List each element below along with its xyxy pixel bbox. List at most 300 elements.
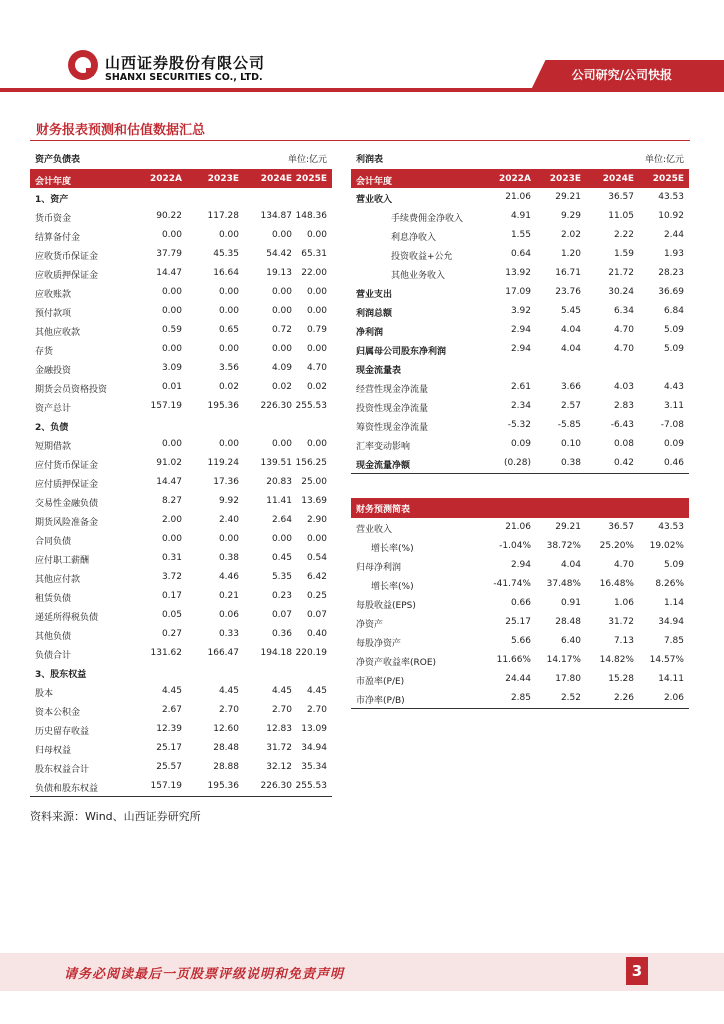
balance-sheet-row — [30, 454, 332, 473]
balance-sheet-row — [30, 359, 332, 378]
balance-sheet-row-value: 0.02 — [271, 382, 292, 392]
balance-sheet-row-value: 166.47 — [207, 648, 239, 658]
balance-sheet-row-value: 0.00 — [271, 534, 292, 544]
forecast-row-value: 4.04 — [560, 560, 581, 570]
forecast-row-label: 净资产收益率(ROE) — [356, 658, 437, 668]
balance-sheet-row — [30, 435, 332, 454]
forecast-row-label: 增长率(%) — [371, 582, 414, 592]
income-statement-row-value: 0.09 — [663, 439, 684, 449]
balance-sheet-row — [30, 416, 332, 435]
balance-sheet-row-value: 25.57 — [156, 762, 182, 772]
balance-sheet-row-value: 2.70 — [271, 705, 292, 715]
forecast-row-value: 1.06 — [613, 598, 634, 608]
income-statement-unit: 单位:亿元 — [644, 155, 684, 165]
balance-sheet-row — [30, 663, 332, 682]
balance-sheet-row-label: 其他应收款 — [35, 328, 81, 338]
balance-sheet-row — [30, 587, 332, 606]
forecast-row-value: 4.70 — [613, 560, 634, 570]
balance-sheet-row-value: 2.40 — [218, 515, 239, 525]
balance-sheet-row-label: 应付货币保证金 — [35, 461, 99, 471]
forecast-row-value: 25.17 — [505, 617, 531, 627]
balance-sheet-row-value: 45.35 — [213, 249, 239, 259]
balance-sheet-row-value: 220.19 — [295, 648, 327, 658]
balance-sheet-header-year: 2025E — [295, 174, 327, 184]
balance-sheet-row-value: 0.00 — [161, 306, 182, 316]
balance-sheet-row-label: 1、资产 — [35, 195, 69, 205]
forecast-row-value: 28.48 — [555, 617, 581, 627]
balance-sheet-row-value: 0.00 — [161, 534, 182, 544]
balance-sheet-row-value: 0.59 — [161, 325, 182, 335]
balance-sheet-row-label: 应收货币保证金 — [35, 252, 99, 262]
data-source-note: 资料来源：Wind、山西证券研究所 — [30, 810, 201, 823]
balance-sheet-row-value: 0.00 — [306, 344, 327, 354]
balance-sheet-row-value: 0.01 — [161, 382, 182, 392]
income-statement-table — [351, 148, 689, 709]
income-statement-row-value: 4.04 — [560, 344, 581, 354]
forecast-row-value: 21.06 — [505, 522, 531, 532]
balance-sheet-row-value: 0.00 — [271, 306, 292, 316]
balance-sheet-row-label: 应收质押保证金 — [35, 271, 99, 281]
balance-sheet-row-label: 资本公积金 — [35, 708, 81, 718]
balance-sheet-row — [30, 188, 332, 207]
balance-sheet-row-value: 4.09 — [271, 363, 292, 373]
income-statement-row-value: 2.94 — [510, 344, 531, 354]
income-statement-row-value: 0.46 — [663, 458, 684, 468]
balance-sheet-row-value: 226.30 — [260, 401, 292, 411]
balance-sheet-row-value: 0.38 — [218, 553, 239, 563]
balance-sheet-row-value: 194.18 — [260, 648, 292, 658]
income-statement-row-value: -5.85 — [557, 420, 581, 430]
balance-sheet-row-value: 13.09 — [301, 724, 327, 734]
income-statement-row-value: 3.66 — [560, 382, 581, 392]
balance-sheet-row-label: 3、股东权益 — [35, 670, 87, 680]
balance-sheet-row — [30, 568, 332, 587]
forecast-row-label: 市净率(P/B) — [356, 696, 405, 706]
income-statement-row-label: 归属母公司股东净利润 — [356, 347, 447, 357]
income-statement-row-value: 5.45 — [560, 306, 581, 316]
balance-sheet-row-value: 5.35 — [271, 572, 292, 582]
forecast-row-value: 2.94 — [510, 560, 531, 570]
forecast-row-label: 市盈率(P/E) — [356, 677, 405, 687]
forecast-row-value: 29.21 — [555, 522, 581, 532]
balance-sheet-row — [30, 207, 332, 226]
income-statement-row-value: 4.70 — [613, 325, 634, 335]
balance-sheet-row-label: 存货 — [35, 347, 54, 357]
balance-sheet-row-value: 0.00 — [271, 439, 292, 449]
balance-sheet-row-value: 195.36 — [207, 401, 239, 411]
balance-sheet-row-value: 0.00 — [271, 344, 292, 354]
forecast-row-label: 归母净利润 — [356, 563, 402, 573]
forecast-row-value: 2.26 — [613, 693, 634, 703]
income-statement-header — [351, 169, 689, 188]
income-statement-row — [351, 359, 689, 378]
balance-sheet-row — [30, 245, 332, 264]
balance-sheet-row-label: 短期借款 — [35, 442, 72, 452]
balance-sheet-bottom-rule — [30, 796, 332, 797]
forecast-row-value: 38.72% — [546, 541, 581, 551]
balance-sheet-row-value: 13.69 — [301, 496, 327, 506]
income-statement-row-label: 现金流量表 — [356, 366, 402, 376]
section-title-rule — [30, 140, 690, 141]
forecast-row-value: 2.06 — [663, 693, 684, 703]
income-statement-row-label: 营业支出 — [356, 290, 393, 300]
income-statement-row-value: 11.05 — [608, 211, 634, 221]
balance-sheet-row — [30, 473, 332, 492]
balance-sheet-row-value: 0.72 — [271, 325, 292, 335]
balance-sheet-row-value: 0.07 — [271, 610, 292, 620]
balance-sheet-row-label: 应付质押保证金 — [35, 480, 99, 490]
forecast-row-value: 2.52 — [560, 693, 581, 703]
section-title: 财务报表预测和估值数据汇总 — [36, 123, 206, 138]
income-statement-row — [351, 454, 689, 473]
balance-sheet-row-label: 历史留存收益 — [35, 727, 90, 737]
forecast-row-value: 15.28 — [608, 674, 634, 684]
balance-sheet-row-value: 37.79 — [156, 249, 182, 259]
balance-sheet-row-value: 0.79 — [306, 325, 327, 335]
balance-sheet-row-value: 25.00 — [301, 477, 327, 487]
income-statement-row-value: 17.09 — [505, 287, 531, 297]
income-statement-row-label: 经营性现金净流量 — [356, 385, 429, 395]
forecast-row-value: 5.09 — [663, 560, 684, 570]
company-name-en: SHANXI SECURITIES CO., LTD. — [105, 72, 263, 83]
income-statement-row-label: 筹资性现金净流量 — [356, 423, 429, 433]
forecast-row — [351, 651, 689, 670]
income-statement-header-year: 2022A — [498, 174, 531, 184]
balance-sheet-row-value: 0.00 — [161, 344, 182, 354]
income-statement-header-year: 2023E — [549, 174, 581, 184]
forecast-row-value: 37.48% — [546, 579, 581, 589]
income-statement-row-value: 9.29 — [560, 211, 581, 221]
income-statement-row-value: 36.69 — [658, 287, 684, 297]
income-statement-row-value: 16.71 — [555, 268, 581, 278]
income-statement-row-value: 30.24 — [608, 287, 634, 297]
balance-sheet-table — [30, 148, 332, 797]
income-statement-row-value: 13.92 — [505, 268, 531, 278]
balance-sheet-row-value: 31.72 — [266, 743, 292, 753]
income-statement-row-value: 0.64 — [510, 249, 531, 259]
balance-sheet-row-value: 0.00 — [161, 287, 182, 297]
page-number: 3 — [626, 957, 648, 985]
forecast-row-value: -41.74% — [493, 579, 531, 589]
balance-sheet-row-value: 0.00 — [271, 230, 292, 240]
income-statement-row-value: 23.76 — [555, 287, 581, 297]
income-statement-row-value: 4.70 — [613, 344, 634, 354]
balance-sheet-row-value: 0.00 — [218, 287, 239, 297]
balance-sheet-unit: 单位:亿元 — [287, 155, 327, 165]
balance-sheet-row — [30, 701, 332, 720]
balance-sheet-row-value: 0.36 — [271, 629, 292, 639]
balance-sheet-row-value: 4.45 — [161, 686, 182, 696]
balance-sheet-row-value: 20.83 — [266, 477, 292, 487]
balance-sheet-row-value: 0.00 — [161, 439, 182, 449]
balance-sheet-row-label: 期货会员资格投资 — [35, 385, 108, 395]
income-statement-row-label: 投资收益+公允 — [391, 252, 453, 262]
balance-sheet-header-year: 2022A — [149, 174, 182, 184]
forecast-row-label: 营业收入 — [356, 525, 393, 535]
balance-sheet-row-value: 90.22 — [156, 211, 182, 221]
forecast-row-value: 7.85 — [663, 636, 684, 646]
balance-sheet-row — [30, 283, 332, 302]
income-statement-row — [351, 226, 689, 245]
balance-sheet-row-value: 35.34 — [301, 762, 327, 772]
forecast-row — [351, 613, 689, 632]
balance-sheet-row-value: 0.06 — [218, 610, 239, 620]
income-statement-header-label: 会计年度 — [356, 177, 393, 187]
balance-sheet-row — [30, 530, 332, 549]
balance-sheet-row — [30, 644, 332, 663]
balance-sheet-row-value: 4.70 — [306, 363, 327, 373]
income-statement-row-value: 4.03 — [613, 382, 634, 392]
income-statement-row-value: 1.93 — [663, 249, 684, 259]
balance-sheet-row-label: 归母权益 — [35, 746, 72, 756]
forecast-row-value: 17.80 — [555, 674, 581, 684]
balance-sheet-row — [30, 739, 332, 758]
income-statement-row-value: 0.09 — [510, 439, 531, 449]
income-statement-row-value: 2.61 — [510, 382, 531, 392]
balance-sheet-row-value: 0.00 — [218, 230, 239, 240]
balance-sheet-row-label: 递延所得税负债 — [35, 613, 99, 623]
balance-sheet-row-value: 0.21 — [218, 591, 239, 601]
income-statement-row-value: 2.02 — [560, 230, 581, 240]
balance-sheet-row-value: 22.00 — [301, 268, 327, 278]
income-statement-row-value: 2.22 — [613, 230, 634, 240]
balance-sheet-row-label: 资产总计 — [35, 404, 72, 414]
balance-sheet-row-value: 17.36 — [213, 477, 239, 487]
income-statement-row-value: 5.09 — [663, 325, 684, 335]
forecast-row-value: 36.57 — [608, 522, 634, 532]
balance-sheet-row — [30, 777, 332, 796]
balance-sheet-row-label: 货币资金 — [35, 214, 72, 224]
balance-sheet-row-label: 其他应付款 — [35, 575, 81, 585]
balance-sheet-row-value: 0.05 — [161, 610, 182, 620]
income-statement-row-label: 营业收入 — [356, 195, 393, 205]
balance-sheet-row-value: 11.41 — [266, 496, 292, 506]
balance-sheet-row-value: 119.24 — [207, 458, 239, 468]
income-statement-row — [351, 245, 689, 264]
balance-sheet-row-value: 0.00 — [271, 287, 292, 297]
income-statement-row-value: 1.55 — [510, 230, 531, 240]
forecast-row-value: 8.26% — [655, 579, 684, 589]
balance-sheet-row-label: 金融投资 — [35, 366, 72, 376]
balance-sheet-row-value: 4.45 — [218, 686, 239, 696]
balance-sheet-row — [30, 226, 332, 245]
report-type-label: 公司研究/公司快报 — [571, 68, 672, 82]
forecast-table-bottom-rule — [351, 708, 689, 709]
income-statement-row-label: 投资性现金净流量 — [356, 404, 429, 414]
balance-sheet-row — [30, 378, 332, 397]
balance-sheet-row-value: 117.28 — [207, 211, 239, 221]
income-statement-row-value: 10.92 — [658, 211, 684, 221]
balance-sheet-row-value: 2.90 — [306, 515, 327, 525]
balance-sheet-row-value: 0.07 — [306, 610, 327, 620]
income-statement-row — [351, 340, 689, 359]
forecast-row-value: 16.48% — [599, 579, 634, 589]
forecast-row-value: 43.53 — [658, 522, 684, 532]
forecast-row-value: 0.91 — [560, 598, 581, 608]
forecast-row — [351, 670, 689, 689]
balance-sheet-row-value: 0.45 — [271, 553, 292, 563]
income-statement-row-value: 36.57 — [608, 192, 634, 202]
income-statement-title: 利润表 — [356, 155, 384, 165]
balance-sheet-row-label: 结算备付金 — [35, 233, 81, 243]
income-statement-row — [351, 302, 689, 321]
balance-sheet-row-value: 28.88 — [213, 762, 239, 772]
balance-sheet-row-value: 131.62 — [150, 648, 182, 658]
balance-sheet-row-value: 6.42 — [306, 572, 327, 582]
forecast-row-value: 24.44 — [505, 674, 531, 684]
balance-sheet-row-label: 负债和股东权益 — [35, 784, 99, 794]
income-statement-row — [351, 416, 689, 435]
forecast-row-value: 5.66 — [510, 636, 531, 646]
balance-sheet-row-value: 2.70 — [218, 705, 239, 715]
forecast-row — [351, 537, 689, 556]
income-statement-row-value: 2.94 — [510, 325, 531, 335]
balance-sheet-row — [30, 340, 332, 359]
forecast-row — [351, 632, 689, 651]
forecast-row-value: 34.94 — [658, 617, 684, 627]
balance-sheet-row — [30, 720, 332, 739]
forecast-row-label: 净资产 — [356, 620, 384, 630]
income-statement-row-value: 6.84 — [663, 306, 684, 316]
balance-sheet-row-value: 0.25 — [306, 591, 327, 601]
income-statement-row-value: 2.44 — [663, 230, 684, 240]
balance-sheet-row-label: 期货风险准备金 — [35, 518, 99, 528]
balance-sheet-row-value: 2.64 — [271, 515, 292, 525]
balance-sheet-row-value: 255.53 — [295, 401, 327, 411]
income-statement-bottom-rule — [351, 473, 689, 474]
balance-sheet-row-value: 12.83 — [266, 724, 292, 734]
forecast-row — [351, 575, 689, 594]
balance-sheet-header-year: 2023E — [207, 174, 239, 184]
income-statement-row-value: 1.20 — [560, 249, 581, 259]
balance-sheet-header-year: 2024E — [260, 174, 292, 184]
disclaimer-text: 请务必阅读最后一页股票评级说明和免责声明 — [64, 967, 345, 982]
income-statement-row — [351, 397, 689, 416]
balance-sheet-row — [30, 758, 332, 777]
balance-sheet-row-value: 16.64 — [213, 268, 239, 278]
balance-sheet-row-label: 其他负债 — [35, 632, 72, 642]
forecast-row-value: 11.66% — [496, 655, 531, 665]
balance-sheet-row-value: 3.56 — [218, 363, 239, 373]
forecast-row-value: 14.57% — [649, 655, 684, 665]
balance-sheet-row-value: 0.17 — [161, 591, 182, 601]
forecast-row-value: -1.04% — [499, 541, 531, 551]
income-statement-row-label: 其他业务收入 — [391, 271, 446, 281]
balance-sheet-row-value: 0.00 — [218, 439, 239, 449]
balance-sheet-row-value: 8.27 — [161, 496, 182, 506]
income-statement-row-label: 手续费佣金净收入 — [391, 214, 464, 224]
balance-sheet-row-label: 股本 — [35, 689, 54, 699]
balance-sheet-row-value: 12.60 — [213, 724, 239, 734]
income-statement-row-label: 现金流量净额 — [356, 461, 411, 471]
balance-sheet-row-value: 14.47 — [156, 477, 182, 487]
balance-sheet-row-value: 0.54 — [306, 553, 327, 563]
balance-sheet-row — [30, 606, 332, 625]
income-statement-row-value: 4.91 — [510, 211, 531, 221]
balance-sheet-row-value: 0.33 — [218, 629, 239, 639]
income-statement-row — [351, 321, 689, 340]
balance-sheet-row-value: 14.47 — [156, 268, 182, 278]
balance-sheet-row-value: 54.42 — [266, 249, 292, 259]
balance-sheet-title: 资产负债表 — [35, 155, 81, 165]
income-statement-row-value: 5.09 — [663, 344, 684, 354]
forecast-row — [351, 556, 689, 575]
balance-sheet-row — [30, 625, 332, 644]
balance-sheet-row-label: 应付职工薪酬 — [35, 556, 90, 566]
balance-sheet-row-label: 应收账款 — [35, 290, 72, 300]
balance-sheet-row-value: 4.45 — [271, 686, 292, 696]
balance-sheet-row-value: 3.72 — [161, 572, 182, 582]
income-statement-row-value: 4.04 — [560, 325, 581, 335]
forecast-row-value: 25.20% — [599, 541, 634, 551]
income-statement-row-value: 3.11 — [663, 401, 684, 411]
balance-sheet-row-value: 0.00 — [161, 230, 182, 240]
forecast-row-value: 0.66 — [510, 598, 531, 608]
balance-sheet-row-value: 0.00 — [218, 344, 239, 354]
balance-sheet-row-label: 预付款项 — [35, 309, 72, 319]
income-statement-row-value: -6.43 — [610, 420, 634, 430]
balance-sheet-row-value: 19.13 — [266, 268, 292, 278]
income-statement-row-value: 21.72 — [608, 268, 634, 278]
income-statement-row-value: 0.38 — [560, 458, 581, 468]
income-statement-row — [351, 378, 689, 397]
income-statement-row-value: 1.59 — [613, 249, 634, 259]
balance-sheet-row-value: 32.12 — [266, 762, 292, 772]
forecast-row-label: 增长率(%) — [371, 544, 414, 554]
balance-sheet-row-value: 0.00 — [306, 534, 327, 544]
balance-sheet-row-value: 0.27 — [161, 629, 182, 639]
forecast-row-value: 14.17% — [546, 655, 581, 665]
balance-sheet-header-label: 会计年度 — [35, 177, 72, 187]
balance-sheet-row-value: 34.94 — [301, 743, 327, 753]
income-statement-row-value: -5.32 — [507, 420, 531, 430]
income-statement-row-label: 净利润 — [356, 328, 384, 338]
balance-sheet-row-value: 65.31 — [301, 249, 327, 259]
balance-sheet-row-value: 0.31 — [161, 553, 182, 563]
income-statement-row-value: -7.08 — [660, 420, 684, 430]
balance-sheet-row-value: 0.02 — [306, 382, 327, 392]
income-statement-row-value: 29.21 — [555, 192, 581, 202]
income-statement-row-value: 2.34 — [510, 401, 531, 411]
balance-sheet-row — [30, 321, 332, 340]
forecast-row-label: 每股收益(EPS) — [356, 601, 416, 611]
forecast-row-value: 14.11 — [658, 674, 684, 684]
forecast-row-label: 每股净资产 — [356, 639, 402, 649]
balance-sheet-row-value: 25.17 — [156, 743, 182, 753]
balance-sheet-row-value: 0.00 — [306, 439, 327, 449]
income-statement-row-value: (0.28) — [503, 458, 531, 468]
income-statement-row — [351, 207, 689, 226]
forecast-row — [351, 689, 689, 708]
balance-sheet-row-value: 0.00 — [306, 230, 327, 240]
balance-sheet-row-value: 2.70 — [306, 705, 327, 715]
income-statement-row-value: 3.92 — [510, 306, 531, 316]
balance-sheet-row-value: 12.39 — [156, 724, 182, 734]
forecast-row — [351, 518, 689, 537]
balance-sheet-row-value: 4.46 — [218, 572, 239, 582]
forecast-row-value: 14.82% — [599, 655, 634, 665]
balance-sheet-row-value: 134.87 — [260, 211, 292, 221]
forecast-table-title: 财务预测简表 — [356, 505, 411, 515]
balance-sheet-row-value: 28.48 — [213, 743, 239, 753]
income-statement-row-label: 利润总额 — [356, 309, 393, 319]
forecast-row-value: 1.14 — [663, 598, 684, 608]
balance-sheet-row-value: 2.00 — [161, 515, 182, 525]
balance-sheet-row-value: 0.00 — [306, 306, 327, 316]
balance-sheet-row-value: 226.30 — [260, 781, 292, 791]
income-statement-row-label: 汇率变动影响 — [356, 442, 411, 452]
forecast-table — [351, 518, 689, 708]
